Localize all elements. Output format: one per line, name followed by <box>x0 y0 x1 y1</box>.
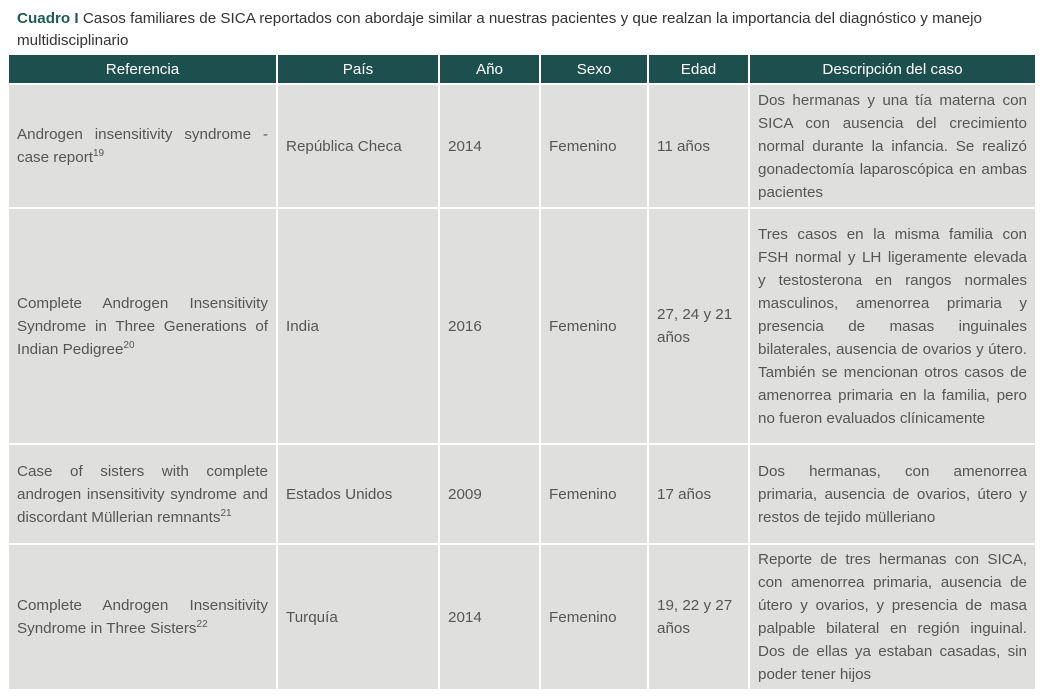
cell-sexo: Femenino <box>541 545 649 691</box>
cell-referencia <box>9 445 278 545</box>
header-descripcion: Descripción del caso <box>750 55 1035 85</box>
cell-descripcion: Dos hermanas y una tía materna con SICA con ausencia del crecimiento normal durante la infancia. Se realizó gonadectomía laparoscópica en ambas pacientes <box>750 85 1035 209</box>
table-row <box>9 85 1035 209</box>
cell-pais: Turquía <box>278 545 440 691</box>
cell-edad: 17 años <box>649 445 750 545</box>
cell-referencia <box>9 545 278 691</box>
table-row <box>9 445 1035 545</box>
reference-number: 19 <box>92 148 105 159</box>
cell-edad: 27, 24 y 21 años <box>649 209 750 445</box>
cell-edad: 11 años <box>649 85 750 209</box>
cell-pais: Estados Unidos <box>278 445 440 545</box>
reference-title: Complete Androgen Insensitivity Syndrome in Three Generations of Indian Pedigree <box>17 294 268 358</box>
cell-anio: 2009 <box>440 445 541 545</box>
cell-sexo: Femenino <box>541 445 649 545</box>
header-sexo: Sexo <box>541 55 649 85</box>
caption-text: Casos familiares de SICA reportados con abordaje similar a nuestras pacientes y que realzan la importancia del diagnóstico y manejo multidisciplinario <box>17 10 982 49</box>
header-anio: Año <box>440 55 541 85</box>
cell-sexo: Femenino <box>541 85 649 209</box>
reference-title: Androgen insensitivity syndrome - case report <box>17 126 268 166</box>
header-referencia: Referencia <box>9 55 278 85</box>
cases-table <box>9 55 1035 691</box>
cell-referencia <box>9 85 278 209</box>
table-caption <box>17 8 1037 52</box>
reference-title: Case of sisters with complete androgen insensitivity syndrome and discordant Müllerian remnants <box>17 462 268 526</box>
reference-number: 22 <box>196 619 208 630</box>
table-row <box>9 209 1035 445</box>
reference-number: 20 <box>123 339 135 351</box>
table-header-row <box>9 55 1035 85</box>
cell-pais: República Checa <box>278 85 440 209</box>
cell-sexo: Femenino <box>541 209 649 445</box>
cell-anio: 2016 <box>440 209 541 445</box>
cell-anio: 2014 <box>440 545 541 691</box>
header-edad: Edad <box>649 55 750 85</box>
reference-number: 21 <box>220 507 232 519</box>
cell-referencia <box>9 209 278 445</box>
cell-descripcion: Tres casos en la misma familia con FSH normal y LH ligeramente elevada y testosterona en rangos normales masculinos, amenorrea primaria y presencia de masas inguinales bilaterales, ausencia de ovarios y útero. También se mencionan otros casos de amenorrea primaria en la familia, pero no fueron evaluados clínicamente <box>750 209 1035 445</box>
cell-descripcion: Dos hermanas, con amenorrea primaria, ausencia de ovarios, útero y restos de tejido mülleriano <box>750 445 1035 545</box>
table-row <box>9 545 1035 691</box>
caption-label: Cuadro I <box>17 10 79 27</box>
header-pais: País <box>278 55 440 85</box>
cell-descripcion: Reporte de tres hermanas con SICA, con amenorrea primaria, ausencia de útero y ovarios, y presencia de masa palpable bilateral en región inguinal. Dos de ellas ya estaban casadas, sin poder tener hijos <box>750 545 1035 691</box>
reference-title: Complete Androgen Insensitivity Syndrome in Three Sisters <box>17 597 268 637</box>
cell-edad: 19, 22 y 27 años <box>649 545 750 691</box>
cell-anio: 2014 <box>440 85 541 209</box>
cell-pais: India <box>278 209 440 445</box>
